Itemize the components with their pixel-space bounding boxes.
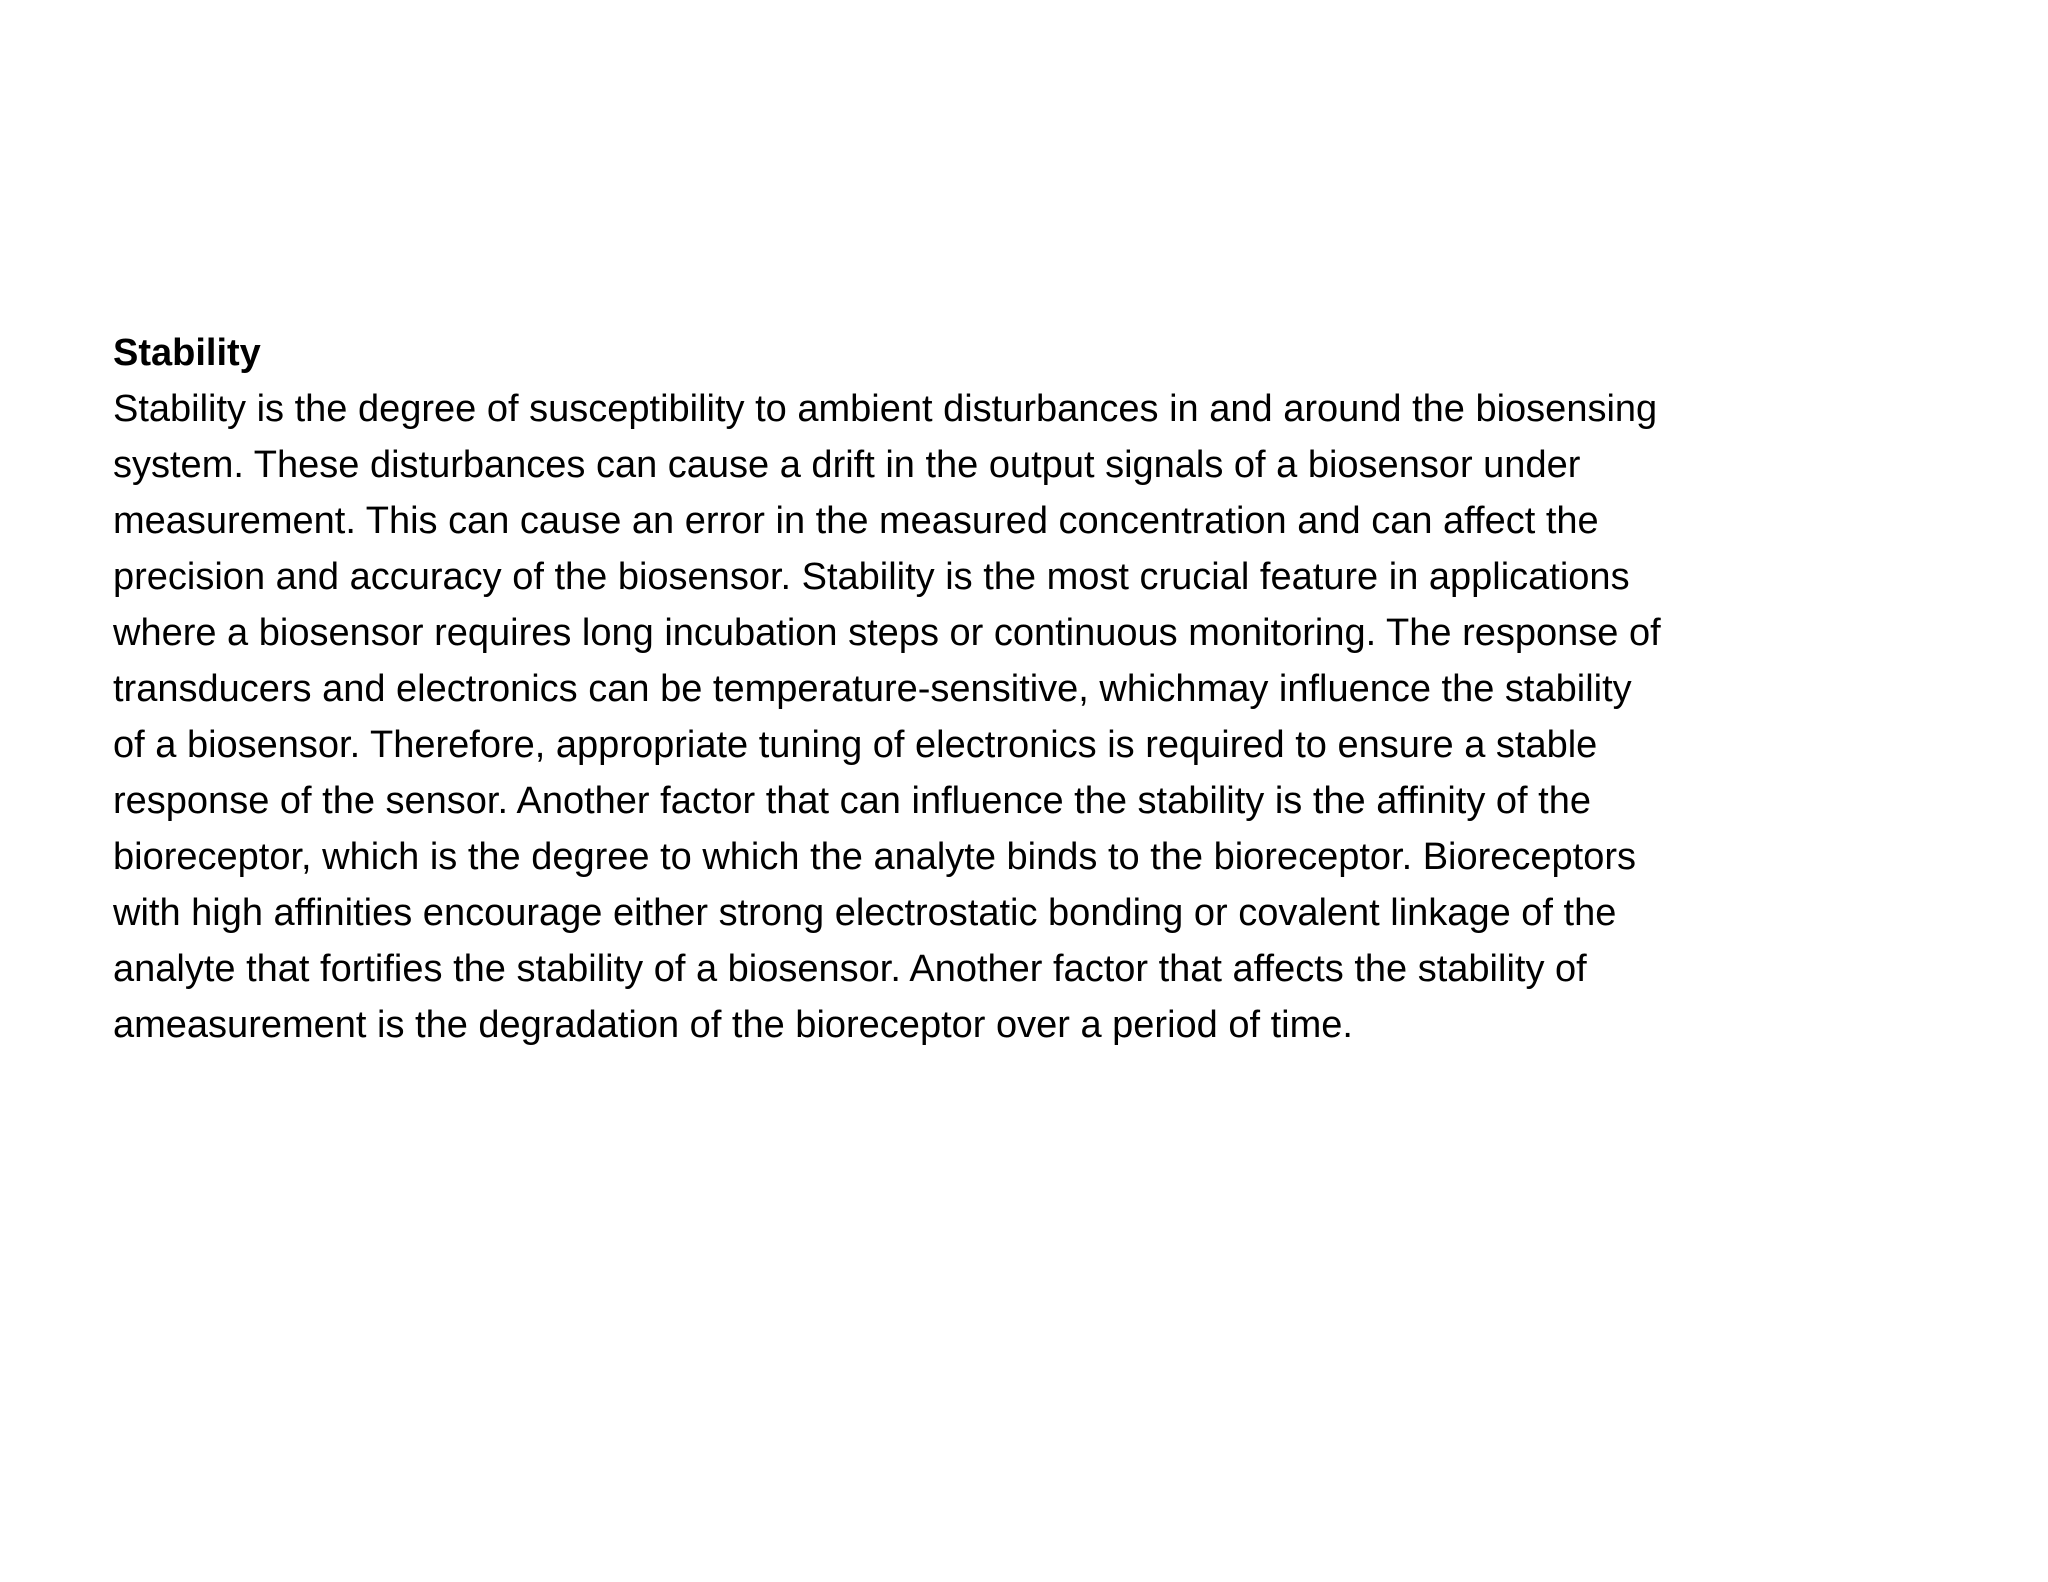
- paragraph-line: ameasurement is the degradation of the bioreceptor over a period of time.: [113, 1004, 1353, 1046]
- paragraph-line: system. These disturbances can cause a drift in the output signals of a biosensor under: [113, 444, 1581, 486]
- paragraph-line: bioreceptor, which is the degree to which the analyte binds to the bioreceptor. Bioreceptors: [113, 836, 1637, 878]
- paragraph-line: response of the sensor. Another factor that can influence the stability is the affinity of the: [113, 780, 1591, 822]
- paragraph-line: precision and accuracy of the biosensor. Stability is the most crucial feature in applications: [113, 556, 1630, 598]
- paragraph-line: with high affinities encourage either strong electrostatic bonding or covalent linkage of the: [113, 892, 1617, 934]
- section-heading: Stability: [113, 332, 261, 374]
- text-block: [113, 325, 1903, 1053]
- body-paragraph: [113, 381, 1903, 1053]
- paragraph-line: analyte that fortifies the stability of a biosensor. Another factor that affects the stability of: [113, 948, 1587, 990]
- paragraph-line: where a biosensor requires long incubation steps or continuous monitoring. The response of: [113, 612, 1661, 654]
- paragraph-line: Stability is the degree of susceptibility to ambient disturbances in and around the biosensing: [113, 388, 1658, 430]
- paragraph-line: transducers and electronics can be temperature-sensitive, whichmay influence the stability: [113, 668, 1632, 710]
- paragraph-line: of a biosensor. Therefore, appropriate tuning of electronics is required to ensure a stable: [113, 724, 1598, 766]
- paragraph-line: measurement. This can cause an error in the measured concentration and can affect the: [113, 500, 1599, 542]
